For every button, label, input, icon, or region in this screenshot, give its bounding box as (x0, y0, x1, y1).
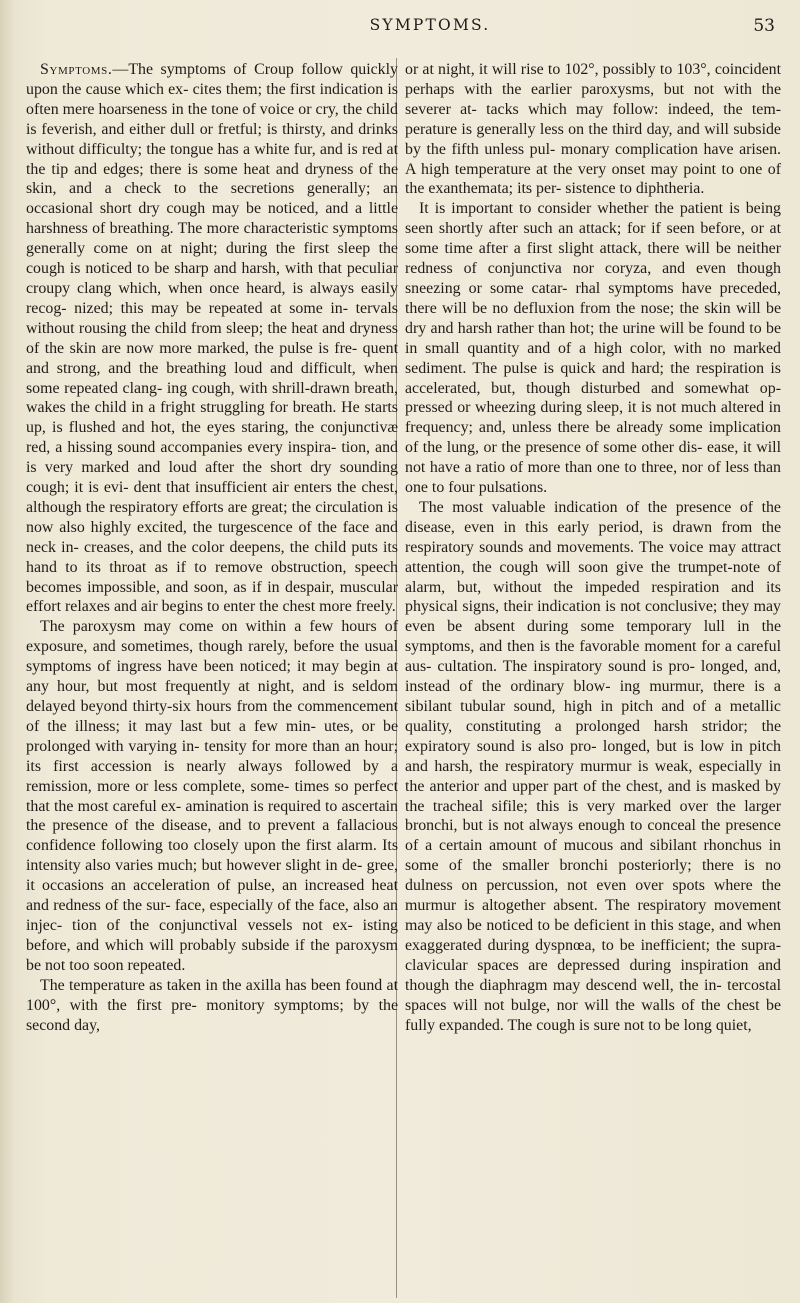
paragraph-early-attack: It is important to consider whether the patient is being seen shortly after such an attack; for if seen before, or at some time after a first slight attack, there will be neither redness of conjunctiva nor coryza, and even though sneezing or some catar- rhal symptoms have preceded, there will be no defluxion from the nose; the skin will be dry and harsh rather than hot; the urine will be found to be in small quantity and of a high color, with no marked sediment. The pulse is quick and hard; the respiration is accelerated, but, though disturbed and somewhat op- pressed or wheezing during sleep, it is not much altered in frequency; and, unless there be already some implication of the lung, or the presence of some other dis- ease, it will not have a ratio of more than one to three, nor of less than one to four pulsations. (405, 200, 781, 497)
paragraph-respiratory-signs: The most valuable indication of the presence of the disease, even in this early period, is drawn from the respiratory sounds and movements. The voice may attract attention, the cough will soon give the trumpet-note of alarm, but, without the impeded respiration and its physical signs, their indication is not conclusive; they may even be absent during some temporary lull in the symptoms, and then is the favorable moment for a careful aus- cultation. The inspiratory sound is pro- longed, and, instead of the ordinary blow- ing murmur, there is a sibilant tubular sound, high in pitch and of a metallic quality, constituting a prolonged harsh stridor; the expiratory sound is also pro- longed, but is low in pitch and harsh, the respiratory murmur is weak, especially in the anterior and upper part of the chest, and is masked by the tracheal sifile; this is very marked over the larger bronchi, but is not always enough to conceal the presence of a certain amount of mucous and sibilant rhonchus in some of the smaller bronchi posteriorly; there is no dulness on percussion, not even over spots where the murmur is altogether absent. The respiratory movement may also be noticed to be deficient in this stage, and when exaggerated during dyspnœa, to be inefficient; the supra-clavicular spaces are depressed during inspiration and though the diaphragm may descend well, the in- tercostal spaces will not bulge, nor will the walls of the chest be fully expanded. The cough is sure not to be long quiet, (405, 498, 781, 1034)
page-header (0, 14, 800, 44)
paragraph-temperature: The temperature as taken in the axilla has been found at 100°, with the first pre- monitory symptoms; by the second day, (26, 976, 398, 1034)
paragraph-paroxysm: The paroxysm may come on within a few hours of exposure, and sometimes, though rarely, before the usual symptoms of ingress have been noticed; it may begin at any hour, but most frequently at night, and is seldom delayed beyond thirty-six hours from the commencement of the illness; it may last but a few min- utes, or be prolonged with varying in- tensity for more than an hour; its first accession is nearly always followed by a remission, more or less complete, some- times so perfect that the most careful ex- amination is required to ascertain the presence of the disease, and to prevent a fallacious confidence following too closely upon the first alarm. Its intensity also varies much; but however slight in de- gree, it occasions an acceleration of pulse, an increased heat and redness of the sur- face, especially of the face, also an injec- tion of the conjunctival vessels not ex- isting before, and which will probably subside if the paroxysm be not too soon repeated. (26, 618, 398, 974)
running-head: SYMPTOMS. (369, 16, 491, 34)
paragraph-symptoms (26, 60, 398, 617)
section-run-in-heading: Symptoms. (40, 61, 113, 78)
page-number: 53 (753, 16, 775, 36)
paragraph-text: —The symptoms of Croup follow quickly upon the cause which ex- cites them; the first indication is often mere hoarseness in the tone of voice or cry, the child is feverish, and either dull or fretful; is thirsty, and drinks without difficulty; the tongue has a white fur, and is red at the tip and edges; there is some heat and dryness of the skin, and a check to the secretions generally; an occasional short dry cough may be noticed, and a little harshness of breathing. The more characteristic symptoms generally come on at night; during the first sleep the cough is noticed to be sharp and harsh, with that peculiar croupy clang which, when once heard, is always easily recog- nized; this may be repeated at some in- tervals without rousing the child from sleep; the heat and dryness of the skin are now more marked, the pulse is fre- quent and strong, and the breathing loud and difficult, when some repeated clang- ing cough, with shrill-drawn breath, wakes the child in a fright struggling for breath. He starts up, is flushed and hot, the eyes staring, the conjunctivæ red, a hissing sound accompanies every inspira- tion, and is very marked and loud after the short dry sounding cough; it is evi- dent that insufficient air enters the chest, although the respiratory efforts are great; the circulation is now also highly excited, the turgescence of the face and neck in- creases, and the color deepens, the child puts its hand to its throat as if to remove obstruction, speech becomes impossible, and soon, as if in despair, muscular effort relaxes and air begins to enter the chest more freely. (26, 61, 398, 616)
right-column (405, 60, 781, 1035)
paragraph-continuation: or at night, it will rise to 102°, possibly to 103°, coincident perhaps with the earlier paroxysms, but not with the severer at- tacks which may follow: indeed, the tem- perature is generally less on the third day, and will subside by the fifth unless pul- monary complication have arisen. A high temperature at the very onset may point to one of the exanthemata; its per- sistence to diphtheria. (405, 61, 781, 198)
left-column (26, 60, 398, 1035)
page-gutter-shadow (0, 0, 14, 1303)
